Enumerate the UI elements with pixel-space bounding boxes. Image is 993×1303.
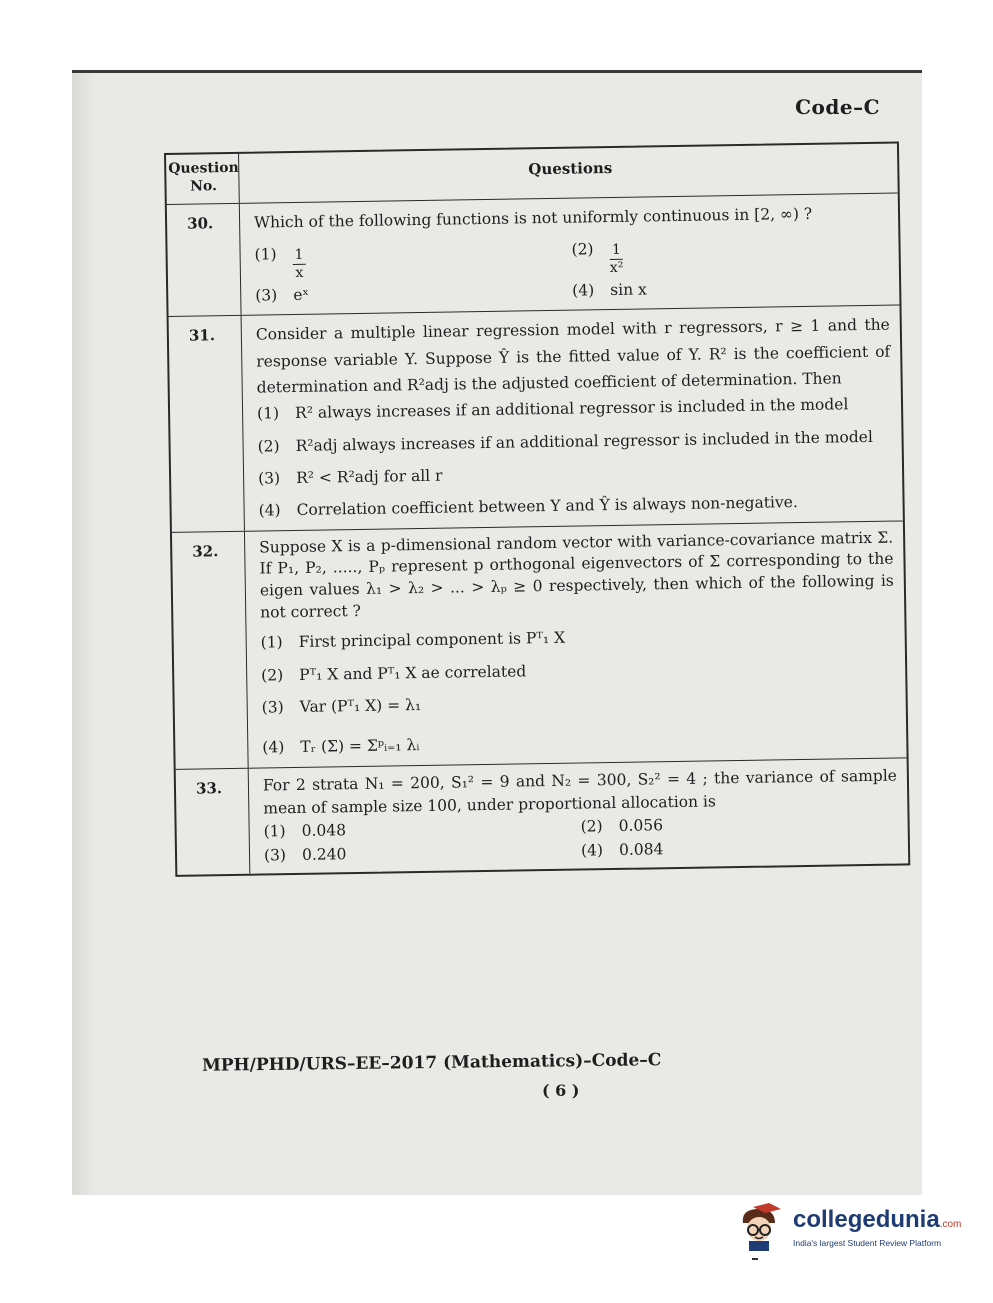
paper-footer: MPH/PHD/URS–EE–2017 (Mathematics)–Code–C xyxy=(201,1050,662,1076)
header-question-no: Question No. xyxy=(166,154,240,204)
question-body xyxy=(249,758,909,873)
fraction: $\frac{1}{x}$ xyxy=(292,247,305,282)
question-number: 32. xyxy=(172,531,249,768)
question-row-32 xyxy=(172,520,907,769)
question-body xyxy=(245,521,907,767)
option-1: (1) 0.048 xyxy=(263,821,347,841)
question-body xyxy=(240,193,900,315)
question-table xyxy=(164,141,910,876)
question-text: Consider a multiple linear regression model with r regressors, r ≥ 1 and the response variable Y. Suppose Ŷ is the fitted value of Y. R² is the coefficient of determination and R²adj is the adjusted coefficient of determination. Then xyxy=(255,315,891,397)
scanned-page xyxy=(72,70,922,1195)
option-4: (4) sin x xyxy=(572,280,647,300)
question-number: 30. xyxy=(167,204,242,316)
question-row-30 xyxy=(167,192,900,316)
question-row-33 xyxy=(176,757,909,874)
page-number: ( 6 ) xyxy=(542,1081,580,1100)
option-3: (3) 0.240 xyxy=(263,844,347,865)
option-2: (2) $\frac{1}{\text{x²}}$ xyxy=(571,240,624,277)
brand-tagline: India's largest Student Review Platform xyxy=(793,1238,942,1248)
option-4: (4) Correlation coefficient between Y and Ŷ is always non-negative. xyxy=(258,493,798,520)
option-1: (1) $\frac{1}{x}$ xyxy=(254,237,572,283)
paper-code: Code–C xyxy=(795,95,880,119)
question-text: For 2 strata N₁ = 200, S₁² = 9 and N₂ = 300, S₂² = 4 ; the variance of sample mean of sample size 100, under proportional allocation is xyxy=(262,766,898,818)
option-2: (2) R²adj always increases if an additional regressor is included in the model xyxy=(257,427,873,456)
student-mascot-icon xyxy=(735,1203,785,1253)
collegedunia-logo xyxy=(735,1203,961,1253)
question-number: 31. xyxy=(169,316,245,532)
option-2: (2) Pᵀ₁ X and Pᵀ₁ X ae correlated xyxy=(261,662,527,685)
option-1: (1) First principal component is Pᵀ₁ X xyxy=(260,629,566,652)
option-3: (3) R² < R²adj for all r xyxy=(257,466,443,488)
option-grid xyxy=(264,811,899,867)
brand-name: collegedunia.com xyxy=(793,1206,962,1233)
divider-mark xyxy=(752,1258,758,1260)
question-number: 33. xyxy=(176,769,251,875)
option-grid xyxy=(254,232,889,309)
question-row-31 xyxy=(169,305,903,532)
question-text: Which of the following functions is not uniformly continuous in [2, ∞) ? xyxy=(253,204,813,232)
question-body xyxy=(242,306,903,531)
question-text: Suppose X is a p-dimensional random vector with variance-covariance matrix Σ. If P₁, P₂, ....., Pₚ represent p orthogonal eigenvectors of Σ corresponding to the eigen values λ₁ > λ₂ > ... > λₚ ≥ 0 respectively, then which of the following is not correct ? xyxy=(259,528,894,622)
option-3: (3) Var (Pᵀ₁ X) = λ₁ xyxy=(261,696,422,717)
option-2: (2) 0.056 xyxy=(580,816,664,836)
option-1: (1) R² always increases if an additional regressor is included in the model xyxy=(256,395,849,423)
option-4: (4) 0.084 xyxy=(580,839,664,860)
option-3: (3) eˣ xyxy=(255,285,310,305)
fraction: $\frac{1}{\text{x²}}$ xyxy=(609,242,624,277)
option-4: (4) Tᵣ (Σ) = Σᵖᵢ₌₁ λᵢ xyxy=(262,736,420,757)
header-questions: Questions xyxy=(528,158,613,179)
